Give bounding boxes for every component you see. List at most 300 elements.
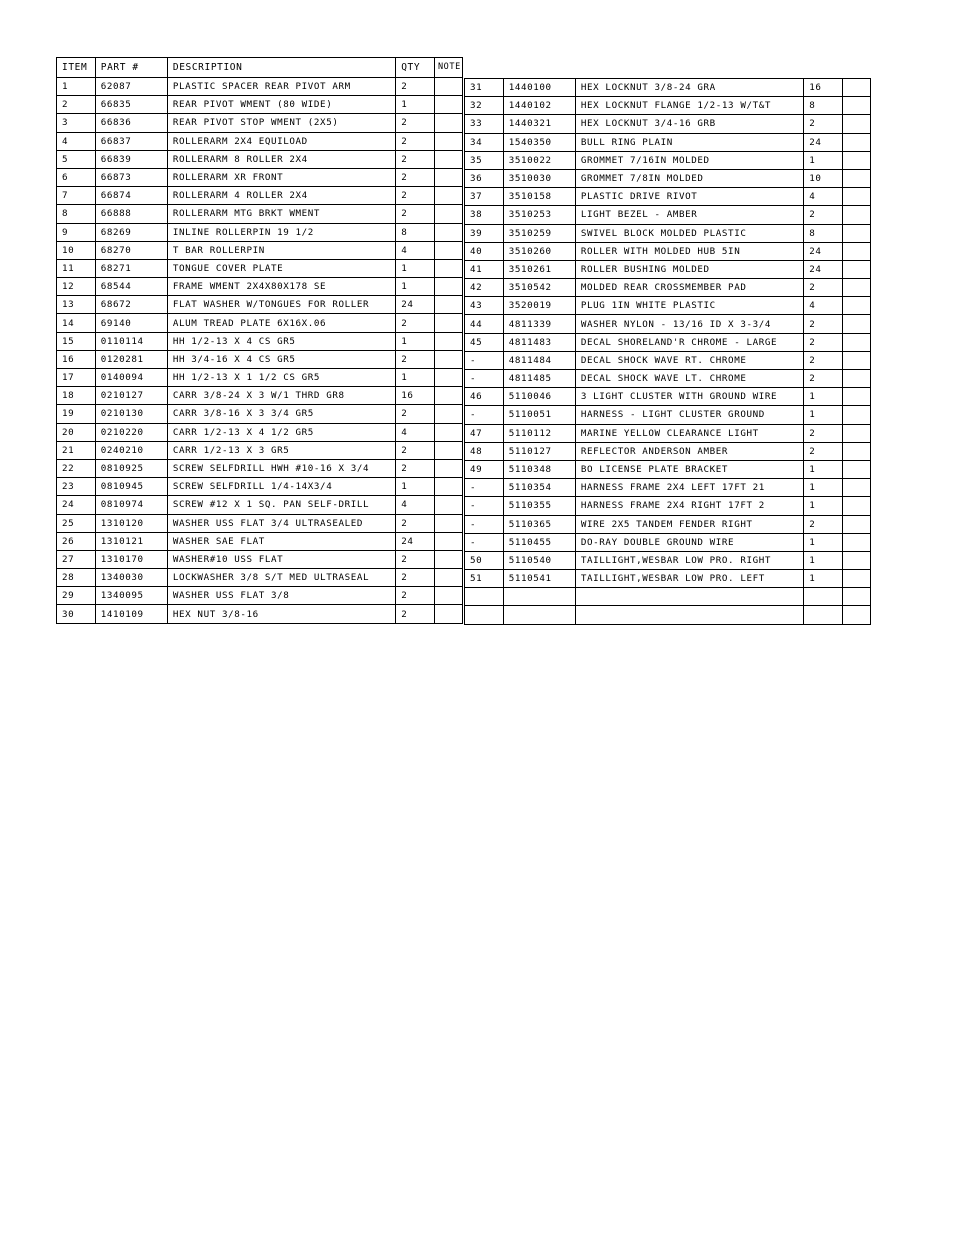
cell-part: 5110348 bbox=[503, 460, 575, 478]
cell-part: 1440321 bbox=[503, 115, 575, 133]
cell-item: 37 bbox=[465, 188, 504, 206]
cell-qty: 24 bbox=[804, 242, 843, 260]
cell-item: 38 bbox=[465, 206, 504, 224]
cell-note bbox=[842, 533, 870, 551]
cell-part: 0810945 bbox=[95, 478, 167, 496]
cell-description: TAILLIGHT,WESBAR LOW PRO. LEFT bbox=[575, 570, 803, 588]
cell-part: 5110127 bbox=[503, 442, 575, 460]
cell-item: 50 bbox=[465, 551, 504, 569]
cell-qty bbox=[804, 606, 843, 624]
cell-qty: 2 bbox=[804, 351, 843, 369]
cell-qty: 1 bbox=[396, 478, 435, 496]
cell-note bbox=[842, 333, 870, 351]
right-table-body bbox=[465, 79, 871, 625]
cell-description: ROLLER BUSHING MOLDED bbox=[575, 260, 803, 278]
cell-description: HEX NUT 3/8-16 bbox=[167, 605, 395, 623]
table-row bbox=[57, 423, 463, 441]
cell-description: HH 3/4-16 X 4 CS GR5 bbox=[167, 350, 395, 368]
cell-item: 35 bbox=[465, 151, 504, 169]
cell-item: 14 bbox=[57, 314, 96, 332]
cell-item: 21 bbox=[57, 441, 96, 459]
cell-description: LOCKWASHER 3/8 S/T MED ULTRASEAL bbox=[167, 569, 395, 587]
cell-note bbox=[434, 478, 462, 496]
cell-qty bbox=[804, 588, 843, 606]
cell-item: 6 bbox=[57, 168, 96, 186]
cell-item: 49 bbox=[465, 460, 504, 478]
cell-qty: 16 bbox=[396, 387, 435, 405]
cell-note bbox=[842, 133, 870, 151]
cell-qty: 2 bbox=[396, 168, 435, 186]
cell-item: 9 bbox=[57, 223, 96, 241]
cell-qty: 4 bbox=[804, 297, 843, 315]
cell-note bbox=[842, 279, 870, 297]
cell-qty: 1 bbox=[804, 533, 843, 551]
cell-qty: 2 bbox=[804, 442, 843, 460]
cell-description: CARR 1/2-13 X 3 GR5 bbox=[167, 441, 395, 459]
table-row bbox=[57, 532, 463, 550]
cell-item: - bbox=[465, 351, 504, 369]
table-row bbox=[57, 605, 463, 623]
cell-qty: 1 bbox=[396, 259, 435, 277]
cell-description: WASHER USS FLAT 3/8 bbox=[167, 587, 395, 605]
cell-part: 66874 bbox=[95, 187, 167, 205]
cell-description: FRAME WMENT 2X4X80X178 SE bbox=[167, 278, 395, 296]
cell-note bbox=[434, 587, 462, 605]
cell-part: 3510158 bbox=[503, 188, 575, 206]
cell-item: 28 bbox=[57, 569, 96, 587]
cell-part: 4811484 bbox=[503, 351, 575, 369]
table-row bbox=[465, 588, 871, 606]
cell-part: 1540350 bbox=[503, 133, 575, 151]
parts-list-table-right bbox=[464, 78, 871, 625]
table-row bbox=[57, 259, 463, 277]
cell-note bbox=[434, 514, 462, 532]
cell-note bbox=[842, 551, 870, 569]
cell-description: GROMMET 7/16IN MOLDED bbox=[575, 151, 803, 169]
cell-part: 1310120 bbox=[95, 514, 167, 532]
cell-qty: 2 bbox=[396, 314, 435, 332]
cell-note bbox=[434, 96, 462, 114]
table-row bbox=[57, 187, 463, 205]
cell-qty: 2 bbox=[396, 569, 435, 587]
cell-part: 0810925 bbox=[95, 459, 167, 477]
cell-item: 10 bbox=[57, 241, 96, 259]
cell-qty: 2 bbox=[396, 405, 435, 423]
cell-description: CARR 3/8-24 X 3 W/1 THRD GR8 bbox=[167, 387, 395, 405]
cell-note bbox=[842, 97, 870, 115]
cell-part: 1340095 bbox=[95, 587, 167, 605]
cell-item: 16 bbox=[57, 350, 96, 368]
table-row bbox=[57, 405, 463, 423]
table-row bbox=[465, 206, 871, 224]
cell-description: ROLLERARM MTG BRKT WMENT bbox=[167, 205, 395, 223]
table-row bbox=[57, 205, 463, 223]
cell-item: 29 bbox=[57, 587, 96, 605]
cell-part: 1310121 bbox=[95, 532, 167, 550]
table-row bbox=[465, 279, 871, 297]
cell-item: - bbox=[465, 406, 504, 424]
cell-item: 40 bbox=[465, 242, 504, 260]
cell-part: 0810974 bbox=[95, 496, 167, 514]
cell-note bbox=[842, 388, 870, 406]
table-row bbox=[57, 314, 463, 332]
cell-note bbox=[842, 515, 870, 533]
cell-note bbox=[434, 241, 462, 259]
cell-description: ROLLERARM 4 ROLLER 2X4 bbox=[167, 187, 395, 205]
cell-note bbox=[434, 459, 462, 477]
cell-description: SCREW #12 X 1 SQ. PAN SELF-DRILL bbox=[167, 496, 395, 514]
cell-item: 11 bbox=[57, 259, 96, 277]
cell-description: REAR PIVOT WMENT (80 WIDE) bbox=[167, 96, 395, 114]
cell-part: 66835 bbox=[95, 96, 167, 114]
cell-note bbox=[842, 588, 870, 606]
header-part: PART # bbox=[95, 58, 167, 78]
cell-item: 32 bbox=[465, 97, 504, 115]
cell-part: 0210130 bbox=[95, 405, 167, 423]
cell-description: ROLLERARM 8 ROLLER 2X4 bbox=[167, 150, 395, 168]
cell-description: WASHER USS FLAT 3/4 ULTRASEALED bbox=[167, 514, 395, 532]
cell-item: 51 bbox=[465, 570, 504, 588]
cell-note bbox=[434, 132, 462, 150]
cell-note bbox=[434, 441, 462, 459]
cell-note bbox=[434, 114, 462, 132]
cell-note bbox=[842, 406, 870, 424]
cell-item: 3 bbox=[57, 114, 96, 132]
cell-item: 17 bbox=[57, 369, 96, 387]
cell-description: DECAL SHOCK WAVE LT. CHROME bbox=[575, 370, 803, 388]
table-row bbox=[465, 570, 871, 588]
cell-qty: 2 bbox=[396, 605, 435, 623]
cell-part: 3510030 bbox=[503, 169, 575, 187]
cell-qty: 24 bbox=[804, 260, 843, 278]
cell-description: MOLDED REAR CROSSMEMBER PAD bbox=[575, 279, 803, 297]
cell-description: PLASTIC DRIVE RIVOT bbox=[575, 188, 803, 206]
cell-qty: 2 bbox=[804, 333, 843, 351]
cell-item: 43 bbox=[465, 297, 504, 315]
cell-part: 3510542 bbox=[503, 279, 575, 297]
cell-item: 5 bbox=[57, 150, 96, 168]
cell-description: CARR 1/2-13 X 4 1/2 GR5 bbox=[167, 423, 395, 441]
cell-description: BO LICENSE PLATE BRACKET bbox=[575, 460, 803, 478]
table-row bbox=[57, 369, 463, 387]
cell-part: 0120281 bbox=[95, 350, 167, 368]
cell-part: 1310170 bbox=[95, 550, 167, 568]
cell-note bbox=[842, 479, 870, 497]
cell-part: 3510022 bbox=[503, 151, 575, 169]
cell-qty: 2 bbox=[396, 514, 435, 532]
table-row bbox=[465, 169, 871, 187]
cell-part: 0210220 bbox=[95, 423, 167, 441]
cell-note bbox=[842, 115, 870, 133]
cell-part: 68544 bbox=[95, 278, 167, 296]
cell-note bbox=[842, 169, 870, 187]
table-row bbox=[465, 333, 871, 351]
cell-note bbox=[842, 79, 870, 97]
cell-description: SWIVEL BLOCK MOLDED PLASTIC bbox=[575, 224, 803, 242]
cell-part: 5110541 bbox=[503, 570, 575, 588]
table-row bbox=[465, 188, 871, 206]
cell-item: 48 bbox=[465, 442, 504, 460]
cell-qty: 2 bbox=[396, 459, 435, 477]
cell-part: 62087 bbox=[95, 78, 167, 96]
cell-note bbox=[842, 370, 870, 388]
cell-description: REFLECTOR ANDERSON AMBER bbox=[575, 442, 803, 460]
cell-qty: 4 bbox=[396, 241, 435, 259]
cell-part: 0140094 bbox=[95, 369, 167, 387]
cell-part: 68672 bbox=[95, 296, 167, 314]
cell-part: 5110355 bbox=[503, 497, 575, 515]
table-row bbox=[465, 533, 871, 551]
cell-note bbox=[842, 460, 870, 478]
cell-part bbox=[503, 588, 575, 606]
cell-part bbox=[503, 606, 575, 624]
cell-qty: 1 bbox=[396, 369, 435, 387]
cell-item: 45 bbox=[465, 333, 504, 351]
cell-description: CARR 3/8-16 X 3 3/4 GR5 bbox=[167, 405, 395, 423]
table-row bbox=[57, 132, 463, 150]
cell-item: 13 bbox=[57, 296, 96, 314]
table-row bbox=[57, 550, 463, 568]
cell-description: INLINE ROLLERPIN 19 1/2 bbox=[167, 223, 395, 241]
cell-description: 3 LIGHT CLUSTER WITH GROUND WIRE bbox=[575, 388, 803, 406]
cell-description: MARINE YELLOW CLEARANCE LIGHT bbox=[575, 424, 803, 442]
cell-part: 0210127 bbox=[95, 387, 167, 405]
cell-description: WASHER NYLON - 13/16 ID X 3-3/4 bbox=[575, 315, 803, 333]
cell-item: - bbox=[465, 370, 504, 388]
cell-part: 4811485 bbox=[503, 370, 575, 388]
cell-note bbox=[434, 532, 462, 550]
cell-description: ROLLER WITH MOLDED HUB 5IN bbox=[575, 242, 803, 260]
cell-description: T BAR ROLLERPIN bbox=[167, 241, 395, 259]
cell-qty: 2 bbox=[804, 370, 843, 388]
cell-part: 68269 bbox=[95, 223, 167, 241]
table-row bbox=[57, 441, 463, 459]
cell-item: 33 bbox=[465, 115, 504, 133]
cell-qty: 24 bbox=[396, 296, 435, 314]
cell-item: 26 bbox=[57, 532, 96, 550]
cell-qty: 2 bbox=[396, 187, 435, 205]
cell-part: 5110354 bbox=[503, 479, 575, 497]
cell-part: 5110455 bbox=[503, 533, 575, 551]
cell-note bbox=[434, 223, 462, 241]
cell-qty: 10 bbox=[804, 169, 843, 187]
cell-part: 5110540 bbox=[503, 551, 575, 569]
cell-note bbox=[842, 297, 870, 315]
table-row bbox=[57, 150, 463, 168]
cell-description: TAILLIGHT,WESBAR LOW PRO. RIGHT bbox=[575, 551, 803, 569]
table-row bbox=[465, 151, 871, 169]
cell-item: 15 bbox=[57, 332, 96, 350]
table-row bbox=[57, 168, 463, 186]
cell-description: DO-RAY DOUBLE GROUND WIRE bbox=[575, 533, 803, 551]
cell-description: LIGHT BEZEL - AMBER bbox=[575, 206, 803, 224]
cell-qty: 24 bbox=[396, 532, 435, 550]
table-row bbox=[465, 97, 871, 115]
cell-part: 68270 bbox=[95, 241, 167, 259]
cell-note bbox=[842, 442, 870, 460]
cell-part: 5110046 bbox=[503, 388, 575, 406]
table-row bbox=[465, 515, 871, 533]
cell-description: HARNESS FRAME 2X4 RIGHT 17FT 2 bbox=[575, 497, 803, 515]
cell-description: WIRE 2X5 TANDEM FENDER RIGHT bbox=[575, 515, 803, 533]
cell-note bbox=[434, 187, 462, 205]
table-row bbox=[465, 79, 871, 97]
cell-qty: 2 bbox=[396, 441, 435, 459]
table-row bbox=[465, 606, 871, 624]
table-row bbox=[465, 551, 871, 569]
cell-qty: 2 bbox=[396, 550, 435, 568]
cell-part: 66873 bbox=[95, 168, 167, 186]
cell-item: 24 bbox=[57, 496, 96, 514]
cell-note bbox=[842, 188, 870, 206]
cell-note bbox=[434, 350, 462, 368]
cell-note bbox=[842, 606, 870, 624]
table-row bbox=[465, 370, 871, 388]
table-row bbox=[57, 114, 463, 132]
cell-part: 4811483 bbox=[503, 333, 575, 351]
cell-qty: 1 bbox=[804, 570, 843, 588]
table-row bbox=[465, 242, 871, 260]
cell-description: TONGUE COVER PLATE bbox=[167, 259, 395, 277]
table-row bbox=[465, 351, 871, 369]
cell-note bbox=[434, 259, 462, 277]
cell-description: BULL RING PLAIN bbox=[575, 133, 803, 151]
cell-note bbox=[842, 206, 870, 224]
cell-description: ROLLERARM XR FRONT bbox=[167, 168, 395, 186]
table-row bbox=[465, 460, 871, 478]
cell-description: WASHER SAE FLAT bbox=[167, 532, 395, 550]
table-row bbox=[465, 424, 871, 442]
cell-qty: 2 bbox=[396, 350, 435, 368]
cell-description: ALUM TREAD PLATE 6X16X.06 bbox=[167, 314, 395, 332]
cell-qty: 2 bbox=[804, 315, 843, 333]
cell-description: HH 1/2-13 X 4 CS GR5 bbox=[167, 332, 395, 350]
cell-note bbox=[434, 405, 462, 423]
table-row bbox=[465, 115, 871, 133]
parts-list-table-left bbox=[56, 57, 463, 624]
cell-qty: 2 bbox=[396, 587, 435, 605]
cell-part: 66888 bbox=[95, 205, 167, 223]
cell-item: - bbox=[465, 497, 504, 515]
cell-qty: 2 bbox=[804, 424, 843, 442]
cell-description: WASHER#10 USS FLAT bbox=[167, 550, 395, 568]
table-row bbox=[465, 260, 871, 278]
cell-description: HARNESS FRAME 2X4 LEFT 17FT 21 bbox=[575, 479, 803, 497]
cell-qty: 1 bbox=[396, 278, 435, 296]
cell-description: HEX LOCKNUT FLANGE 1/2-13 W/T&T bbox=[575, 97, 803, 115]
cell-qty: 24 bbox=[804, 133, 843, 151]
cell-item: 36 bbox=[465, 169, 504, 187]
cell-description: FLAT WASHER W/TONGUES FOR ROLLER bbox=[167, 296, 395, 314]
cell-note bbox=[842, 260, 870, 278]
cell-note bbox=[842, 315, 870, 333]
header-item: ITEM bbox=[57, 58, 96, 78]
table-row bbox=[57, 223, 463, 241]
cell-description: HEX LOCKNUT 3/8-24 GRA bbox=[575, 79, 803, 97]
cell-item: 1 bbox=[57, 78, 96, 96]
cell-note bbox=[434, 314, 462, 332]
cell-description: ROLLERARM 2X4 EQUILOAD bbox=[167, 132, 395, 150]
cell-note bbox=[434, 569, 462, 587]
table-row bbox=[57, 350, 463, 368]
cell-qty: 2 bbox=[804, 206, 843, 224]
cell-part: 66837 bbox=[95, 132, 167, 150]
table-row bbox=[57, 387, 463, 405]
cell-item: 46 bbox=[465, 388, 504, 406]
cell-note bbox=[434, 332, 462, 350]
cell-qty: 1 bbox=[804, 388, 843, 406]
table-row bbox=[57, 278, 463, 296]
table-row bbox=[465, 406, 871, 424]
cell-item: 25 bbox=[57, 514, 96, 532]
cell-item: 47 bbox=[465, 424, 504, 442]
cell-qty: 4 bbox=[396, 423, 435, 441]
cell-description: PLUG 1IN WHITE PLASTIC bbox=[575, 297, 803, 315]
cell-item: 31 bbox=[465, 79, 504, 97]
cell-note bbox=[434, 605, 462, 623]
table-row bbox=[57, 241, 463, 259]
cell-note bbox=[842, 224, 870, 242]
cell-item: 18 bbox=[57, 387, 96, 405]
cell-note bbox=[434, 205, 462, 223]
cell-note bbox=[434, 369, 462, 387]
cell-part: 69140 bbox=[95, 314, 167, 332]
table-row bbox=[57, 514, 463, 532]
header-description: DESCRIPTION bbox=[167, 58, 395, 78]
cell-part: 3510259 bbox=[503, 224, 575, 242]
cell-part: 1340030 bbox=[95, 569, 167, 587]
cell-item: 8 bbox=[57, 205, 96, 223]
cell-qty: 2 bbox=[804, 279, 843, 297]
cell-qty: 4 bbox=[804, 188, 843, 206]
cell-note bbox=[842, 151, 870, 169]
cell-item: 22 bbox=[57, 459, 96, 477]
cell-part: 3510253 bbox=[503, 206, 575, 224]
table-row bbox=[57, 496, 463, 514]
table-row bbox=[57, 459, 463, 477]
cell-note bbox=[434, 387, 462, 405]
cell-part: 3510261 bbox=[503, 260, 575, 278]
cell-part: 66836 bbox=[95, 114, 167, 132]
table-row bbox=[57, 96, 463, 114]
cell-item: - bbox=[465, 479, 504, 497]
table-row bbox=[57, 478, 463, 496]
cell-item: 7 bbox=[57, 187, 96, 205]
cell-description: DECAL SHOCK WAVE RT. CHROME bbox=[575, 351, 803, 369]
cell-item: - bbox=[465, 515, 504, 533]
cell-qty: 1 bbox=[396, 332, 435, 350]
cell-description bbox=[575, 588, 803, 606]
cell-qty: 2 bbox=[804, 515, 843, 533]
cell-part: 1410109 bbox=[95, 605, 167, 623]
cell-qty: 1 bbox=[804, 406, 843, 424]
header-qty: QTY bbox=[396, 58, 435, 78]
cell-part: 0110114 bbox=[95, 332, 167, 350]
cell-qty: 2 bbox=[396, 205, 435, 223]
cell-qty: 4 bbox=[396, 496, 435, 514]
cell-description: HEX LOCKNUT 3/4-16 GRB bbox=[575, 115, 803, 133]
table-row bbox=[465, 442, 871, 460]
left-table-body bbox=[57, 78, 463, 624]
table-row bbox=[465, 133, 871, 151]
cell-note bbox=[434, 550, 462, 568]
cell-note bbox=[842, 351, 870, 369]
cell-item: 4 bbox=[57, 132, 96, 150]
cell-item: 27 bbox=[57, 550, 96, 568]
cell-description: REAR PIVOT STOP WMENT (2X5) bbox=[167, 114, 395, 132]
cell-part: 0240210 bbox=[95, 441, 167, 459]
cell-qty: 1 bbox=[804, 460, 843, 478]
